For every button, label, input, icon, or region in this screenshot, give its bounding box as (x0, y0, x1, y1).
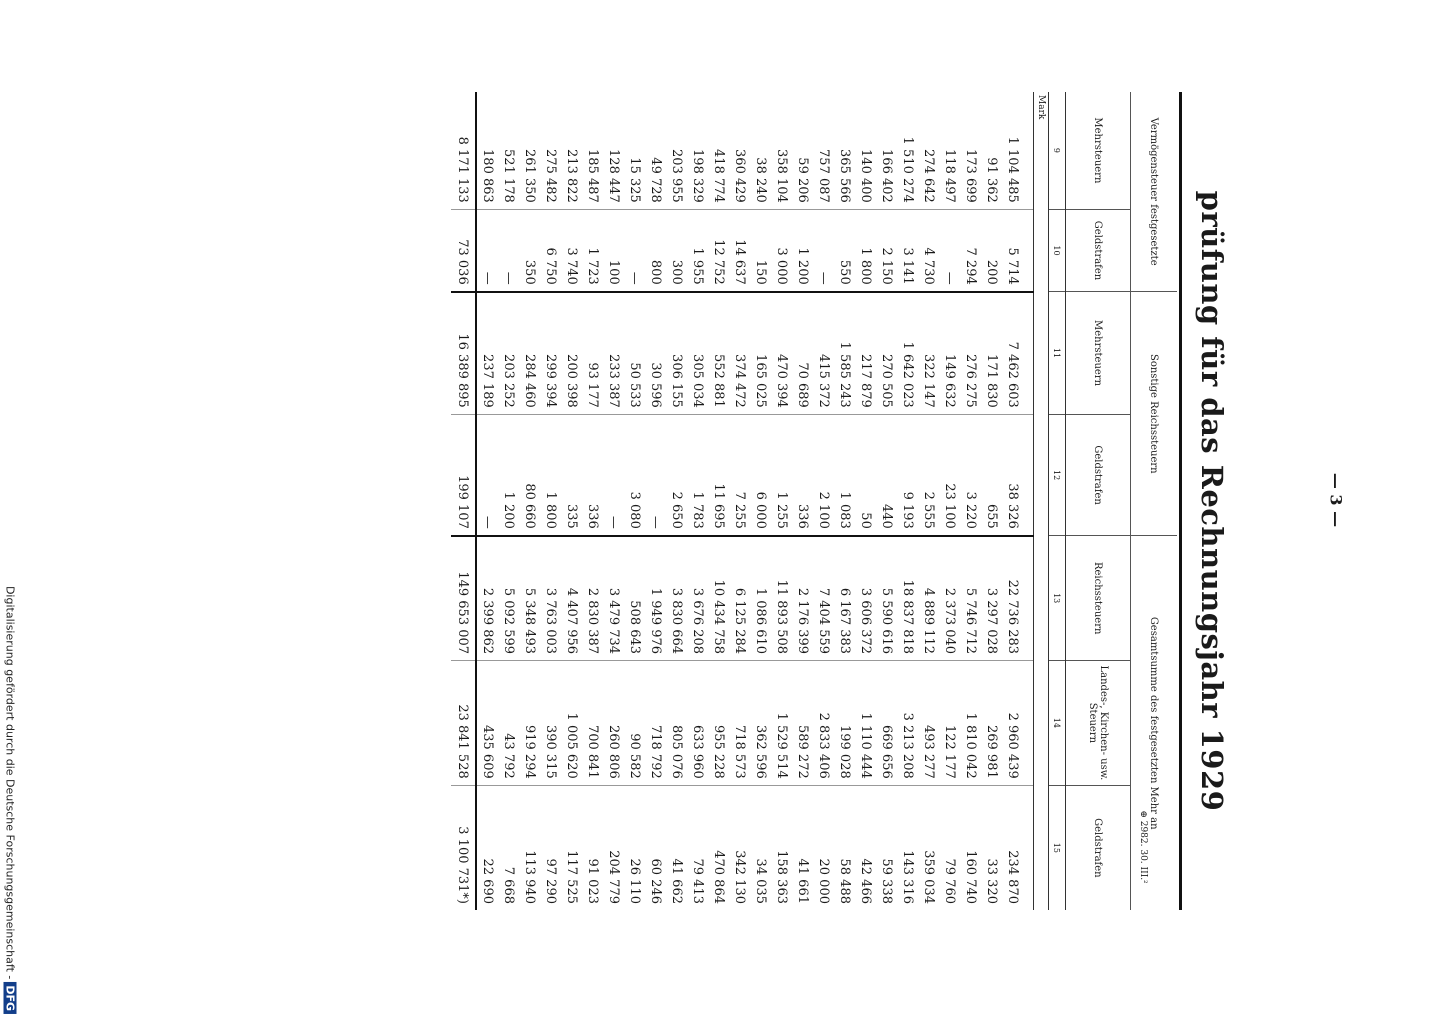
table-cell: 20 000 (813, 785, 834, 910)
table-row (876, 92, 897, 910)
tax-audit-table (451, 92, 1177, 910)
table-cell: 336 (582, 414, 603, 536)
table-cell: 3 830 664 (666, 536, 687, 661)
table-cell: 342 130 (729, 785, 750, 910)
table-cell: 390 315 (540, 661, 561, 786)
table-cell: 655 (981, 414, 1002, 536)
table-cell: 3 213 208 (897, 661, 918, 786)
column-number: 11 (1049, 292, 1066, 415)
table-cell: 1 083 (834, 414, 855, 536)
table-cell: 1 255 (771, 414, 792, 536)
column-number: 10 (1049, 209, 1066, 291)
table-cell: 171 830 (981, 292, 1002, 415)
table-cell: 12 752 (708, 209, 729, 291)
table-cell: 6 167 383 (834, 536, 855, 661)
column-number: 12 (1049, 414, 1066, 536)
table-row (519, 92, 540, 910)
table-cell: 374 472 (729, 292, 750, 415)
table-cell: 718 792 (645, 661, 666, 786)
group-header-vermoegensteuer: Vermögensteuer festgesetzte (1131, 92, 1178, 292)
table-cell: 11 893 508 (771, 536, 792, 661)
table-cell: 60 246 (645, 785, 666, 910)
table-cell: 1 955 (687, 209, 708, 291)
table-row (687, 92, 708, 910)
table-cell: — (476, 414, 498, 536)
table-cell: 113 940 (519, 785, 540, 910)
table-cell: 2 150 (876, 209, 897, 291)
table-cell: 1 005 620 (561, 661, 582, 786)
table-cell: 284 460 (519, 292, 540, 415)
table-row (624, 92, 645, 910)
table-cell: 718 573 (729, 661, 750, 786)
table-cell: 79 760 (939, 785, 960, 910)
table-cell: 350 (519, 209, 540, 291)
table-cell: 180 863 (480, 149, 495, 203)
table-cell: 3 606 372 (855, 536, 876, 661)
table-row (498, 92, 519, 910)
table-cell: 322 147 (918, 292, 939, 415)
table-row (750, 92, 771, 910)
table-cell: 470 394 (771, 292, 792, 415)
table-cell: 80 660 (519, 414, 540, 536)
table-cell: 100 (603, 209, 624, 291)
table-cell: 118 497 (942, 149, 957, 203)
group-header-gesamtsumme: Gesamtsumme des festgesetzten Mehr an (1131, 536, 1178, 910)
table-cell: 552 881 (708, 292, 729, 415)
table-cell: 70 689 (792, 292, 813, 415)
table-cell: 919 294 (519, 661, 540, 786)
table-cell: 1 104 485 (1005, 136, 1020, 203)
total-row (451, 92, 476, 910)
table-cell: 358 104 (774, 149, 789, 203)
table-cell: 493 277 (918, 661, 939, 786)
table-cell: 300 (666, 209, 687, 291)
table-cell: 2 555 (918, 414, 939, 536)
table-cell: — (498, 209, 519, 291)
table-cell: 200 (981, 209, 1002, 291)
credit-text: Digitalisierung gefördert durch die Deutsche Forschungsgemeinschaft - (3, 585, 17, 980)
table-cell: — (939, 209, 960, 291)
table-cell: 3 141 (897, 209, 918, 291)
table-cell: 5 092 599 (498, 536, 519, 661)
column-header: Landes-, Kirchen- usw. Steuern (1066, 661, 1131, 786)
table-row (476, 92, 498, 910)
digitization-credit (4, 586, 17, 1014)
total-cell: 199 107 (451, 414, 476, 536)
column-header: Geldstrafen (1066, 414, 1131, 536)
table-row (813, 92, 834, 910)
table-cell: 6 000 (750, 414, 771, 536)
table-cell: 955 228 (708, 661, 729, 786)
table-cell: 800 (645, 209, 666, 291)
table-cell: — (624, 209, 645, 291)
table-cell: 275 482 (543, 149, 558, 203)
table-cell: 4 889 112 (918, 536, 939, 661)
table-cell: 440 (876, 414, 897, 536)
column-number: 14 (1049, 661, 1066, 786)
dfg-logo: DFG (4, 982, 17, 1014)
table-cell: 359 034 (918, 785, 939, 910)
column-header: Geldstrafen (1066, 209, 1131, 291)
table-cell: 59 338 (876, 785, 897, 910)
table-cell: 1 642 023 (897, 292, 918, 415)
table-row (645, 92, 666, 910)
table-cell: 2 100 (813, 414, 834, 536)
table-cell: 508 643 (624, 536, 645, 661)
table-cell: 59 206 (795, 157, 810, 203)
column-number: 13 (1049, 536, 1066, 661)
table-cell: 7 668 (498, 785, 519, 910)
table-cell: 550 (834, 209, 855, 291)
table-cell: 2 650 (666, 414, 687, 536)
column-number: 9 (1049, 92, 1066, 209)
unit-label: Mark (1034, 92, 1049, 910)
table-cell: 22 690 (476, 785, 498, 910)
table-cell: 117 525 (561, 785, 582, 910)
table-cell: 2 960 439 (1002, 661, 1034, 786)
table-cell: 3 479 734 (603, 536, 624, 661)
table-cell: 2 399 862 (476, 536, 498, 661)
table-cell: 26 110 (624, 785, 645, 910)
table-cell: 470 864 (708, 785, 729, 910)
table-cell: 3 740 (561, 209, 582, 291)
table-row (1002, 92, 1034, 910)
table-cell: 5 590 616 (876, 536, 897, 661)
table-cell: 150 (750, 209, 771, 291)
table-cell: 1 800 (855, 209, 876, 291)
table-cell: 14 637 (729, 209, 750, 291)
table-cell: 173 699 (963, 149, 978, 203)
table-cell: 41 661 (792, 785, 813, 910)
table-row (897, 92, 918, 910)
table-cell: 10 434 758 (708, 536, 729, 661)
table-cell: 3 080 (624, 414, 645, 536)
table-cell: 38 240 (753, 157, 768, 203)
table-cell: 91 023 (582, 785, 603, 910)
table-row (729, 92, 750, 910)
column-header: Mehrsteuern (1066, 292, 1131, 415)
table-cell: 1 810 042 (960, 661, 981, 786)
table-cell: 7 255 (729, 414, 750, 536)
column-header: Geldstrafen (1066, 785, 1131, 910)
table-cell: 7 294 (960, 209, 981, 291)
table-cell: 306 155 (666, 292, 687, 415)
table-cell: 93 177 (582, 292, 603, 415)
table-row (981, 92, 1002, 910)
table-cell: 217 879 (855, 292, 876, 415)
page-title: prüfung für das Rechnungsjahr 1929 (1195, 190, 1229, 812)
table-cell: 1 110 444 (855, 661, 876, 786)
table-cell: 589 272 (792, 661, 813, 786)
table-cell: 4 730 (918, 209, 939, 291)
table-cell: 6 125 284 (729, 536, 750, 661)
table-row (918, 92, 939, 910)
table-cell: 261 350 (522, 149, 537, 203)
table-cell: 418 774 (711, 149, 726, 203)
table-cell: 1 800 (540, 414, 561, 536)
table-cell: 1 529 514 (771, 661, 792, 786)
table-cell: — (645, 414, 666, 536)
table-cell: 260 806 (603, 661, 624, 786)
table-cell: 1 723 (582, 209, 603, 291)
column-header: Mehrsteuern (1066, 92, 1131, 209)
table-cell: 435 609 (476, 661, 498, 786)
total-cell: 16 389 895 (451, 292, 476, 415)
table-cell: 1 200 (498, 414, 519, 536)
table-cell: 362 596 (750, 661, 771, 786)
table-cell: 122 177 (939, 661, 960, 786)
print-mark: ⊕ 2982. 30. III.² (1138, 810, 1148, 884)
table-cell: 7 404 559 (813, 536, 834, 661)
table-cell: — (476, 209, 498, 291)
table-cell: 237 189 (476, 292, 498, 415)
table-cell: 43 792 (498, 661, 519, 786)
table-cell: — (603, 414, 624, 536)
table-cell: 365 566 (837, 149, 852, 203)
table-cell: 270 505 (876, 292, 897, 415)
total-cell: 73 036 (451, 209, 476, 291)
table-cell: 18 837 818 (897, 536, 918, 661)
table-row (666, 92, 687, 910)
title-rule (1179, 92, 1182, 910)
table-cell: 97 290 (540, 785, 561, 910)
table-cell: 140 400 (858, 149, 873, 203)
column-header: Reichssteuern (1066, 536, 1131, 661)
table-cell: 305 034 (687, 292, 708, 415)
table-cell: 2 176 399 (792, 536, 813, 661)
table-cell: 34 035 (750, 785, 771, 910)
table-cell: 11 695 (708, 414, 729, 536)
total-cell: 8 171 133 (451, 92, 476, 209)
table-cell: 41 662 (666, 785, 687, 910)
table-row (540, 92, 561, 910)
table-cell: 3 220 (960, 414, 981, 536)
table-cell: 160 740 (960, 785, 981, 910)
table-cell: 360 429 (732, 149, 747, 203)
table-cell: 274 642 (921, 149, 936, 203)
table-cell: 15 325 (627, 157, 642, 203)
table-cell: 805 076 (666, 661, 687, 786)
table-cell: 1 086 610 (750, 536, 771, 661)
table-cell: 9 193 (897, 414, 918, 536)
table-cell: 90 582 (624, 661, 645, 786)
table-cell: 233 387 (603, 292, 624, 415)
table-cell: 50 (855, 414, 876, 536)
table-cell: 299 394 (540, 292, 561, 415)
table-row (939, 92, 960, 910)
table-cell: 2 833 406 (813, 661, 834, 786)
table-cell: 5 746 712 (960, 536, 981, 661)
table-cell: 50 533 (624, 292, 645, 415)
table-cell: 1 200 (792, 209, 813, 291)
table-cell: 7 462 603 (1002, 292, 1034, 415)
table-cell: 166 402 (879, 149, 894, 203)
table-cell: 5 714 (1002, 209, 1034, 291)
total-cell: 3 100 731*) (451, 785, 476, 910)
table-cell: 3 297 028 (981, 536, 1002, 661)
table-cell: 757 087 (816, 149, 831, 203)
table-cell: 199 028 (834, 661, 855, 786)
table-cell: 165 025 (750, 292, 771, 415)
table-row (603, 92, 624, 910)
table-cell: 1 949 976 (645, 536, 666, 661)
table-cell: 204 779 (603, 785, 624, 910)
table-cell: 669 656 (876, 661, 897, 786)
table-row (582, 92, 603, 910)
table-cell: 143 316 (897, 785, 918, 910)
table-row (960, 92, 981, 910)
table-cell: 2 830 387 (582, 536, 603, 661)
table-cell: 276 275 (960, 292, 981, 415)
table-cell: 336 (792, 414, 813, 536)
table-cell: 38 326 (1002, 414, 1034, 536)
table-row (792, 92, 813, 910)
table-cell: 269 981 (981, 661, 1002, 786)
table-cell: 79 413 (687, 785, 708, 910)
table-cell: 198 329 (690, 149, 705, 203)
table-cell: 203 252 (498, 292, 519, 415)
table-cell: 203 955 (669, 149, 684, 203)
table-cell: 3 000 (771, 209, 792, 291)
table-cell: 200 398 (561, 292, 582, 415)
table-cell: 4 407 956 (561, 536, 582, 661)
table-cell: 33 320 (981, 785, 1002, 910)
table-cell: 6 750 (540, 209, 561, 291)
table-cell: 185 487 (585, 149, 600, 203)
table-cell: 1 783 (687, 414, 708, 536)
table-row (708, 92, 729, 910)
table-cell: 5 348 493 (519, 536, 540, 661)
table-row (855, 92, 876, 910)
table-cell: 22 736 283 (1002, 536, 1034, 661)
table-cell: 213 822 (564, 149, 579, 203)
table-cell: 149 632 (939, 292, 960, 415)
table-cell: 335 (561, 414, 582, 536)
table-cell: 158 363 (771, 785, 792, 910)
table-cell: 3 763 003 (540, 536, 561, 661)
table-sheet (302, 92, 1229, 910)
table-cell: 30 596 (645, 292, 666, 415)
table-cell: 633 960 (687, 661, 708, 786)
table-cell: 42 466 (855, 785, 876, 910)
total-cell: 149 653 007 (451, 536, 476, 661)
table-cell: 2 373 040 (939, 536, 960, 661)
table-cell: 23 100 (939, 414, 960, 536)
group-header-sonstige: Sonstige Reichssteuern (1131, 292, 1178, 536)
table-row (834, 92, 855, 910)
table-row (561, 92, 582, 910)
table-cell: 1 510 274 (900, 136, 915, 203)
table-cell: 1 585 243 (834, 292, 855, 415)
column-number: 15 (1049, 785, 1066, 910)
table-cell: 234 870 (1002, 785, 1034, 910)
table-cell: 3 676 208 (687, 536, 708, 661)
table-cell: 128 447 (606, 149, 621, 203)
total-cell: 23 841 528 (451, 661, 476, 786)
table-cell: — (813, 209, 834, 291)
table-cell: 700 841 (582, 661, 603, 786)
table-cell: 91 362 (984, 157, 999, 203)
table-cell: 521 178 (501, 149, 516, 203)
table-row (771, 92, 792, 910)
table-cell: 58 488 (834, 785, 855, 910)
table-cell: 415 372 (813, 292, 834, 415)
page-number: — 3 — (1326, 472, 1346, 528)
table-cell: 49 728 (648, 157, 663, 203)
